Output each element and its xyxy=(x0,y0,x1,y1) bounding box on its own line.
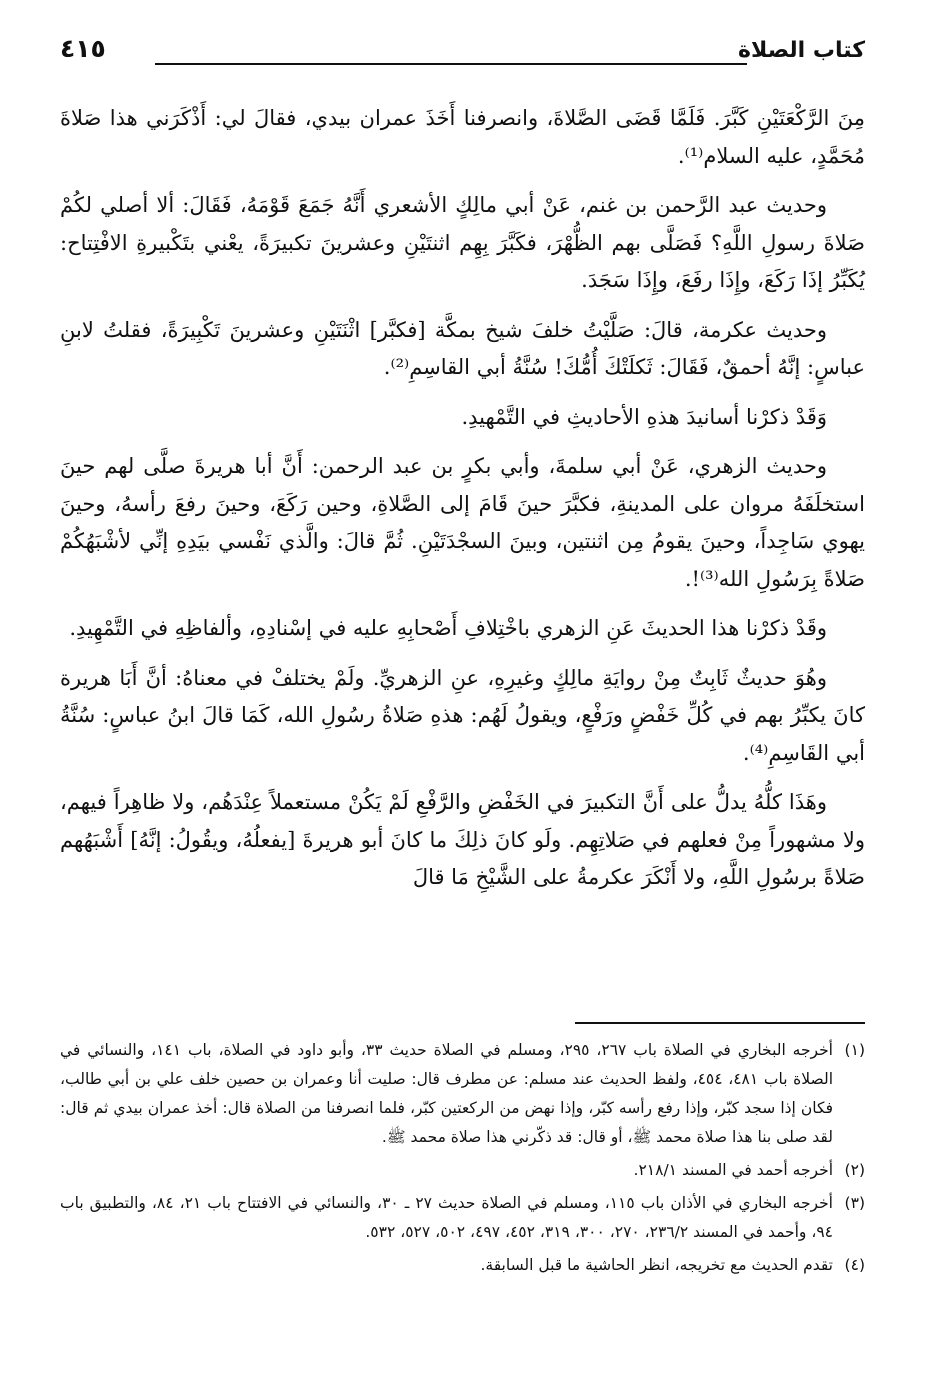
footnote-text: أخرجه أحمد في المسند ٢١٨/١. xyxy=(633,1161,833,1179)
footnote-text: أخرجه البخاري في الأذان باب ١١٥، ومسلم في الصلاة حديث ٢٧ ـ ٣٠، والنسائي في الافتتاح باب ٢١، ٨٤، والتطبيق باب ٩٤، وأحمد في المسند ٢٣٦/٢، ٢٧٠، ٣٠٠، ٣١٩، ٤٥٢، ٤٩٧، ٥٠٢، ٥٢٧، ٥٣٢. xyxy=(60,1194,833,1241)
footnote-1 xyxy=(60,1036,865,1152)
footnote-number: (١) xyxy=(844,1041,865,1059)
paragraph-4: وَقَدْ ذكرْنا أسانيدَ هذهِ الأحاديثِ في التَّمْهيدِ. xyxy=(461,404,827,429)
paragraph-3: وحديث عكرمة، قالَ: صَلَّيْتُ خلفَ شيخ بمكَّة [فكبَّر] اثْنَتَيْنِ وعشرينَ تَكْبِيرَةً، فقلتُ لابنِ عباسٍ: إنَّهُ أحمقٌ، فَقَالَ: ثَكلَتْكَ أُمُّكَ! سُنَّةُ أبي القاسِمِ⁽²⁾. xyxy=(60,317,865,379)
footnote-3 xyxy=(60,1189,865,1247)
footnote-4 xyxy=(60,1251,865,1280)
footnote-number: (٣) xyxy=(844,1194,865,1212)
paragraph-8: وهَذَا كلُّهُ يدلُّ على أَنَّ التكبيرَ في الخَفْضِ والرَّفْعِ لَمْ يَكُنْ مستعملاً عِنْدَهُم، ولا ظاهِراً فيهم، ولا مشهوراً مِنْ فعلهم في صَلاتِهِم. ولَو كانَ ذلِكَ ما كانَ أبو هريرةَ [يفعلُهُ، ويقُولُ: إنَّهُ] أَشْبَهُهم صَلاةً برسُولِ اللَّهِ، ولا أَنْكَرَ عكرمةُ على الشَّيْخِ مَا قالَ xyxy=(60,790,865,889)
footnote-number: (٤) xyxy=(844,1256,865,1274)
footnote-2 xyxy=(60,1156,865,1185)
paragraph-5: وحديث الزهري، عَنْ أبي سلمةَ، وأبي بكرٍ بن عبد الرحمن: أَنَّ أبا هريرةَ صلَّى لهم حينَ استخلَفَهُ مروان على المدينةِ، فكبَّرَ حينَ قَامَ إلى الصَّلاةِ، وحين رَكَعَ، وحينَ رفعَ رأسهُ، وحينَ يهوي سَاجِداً، وحينَ يقومُ مِن اثنتين، وبينَ السجْدَتَيْنِ. ثُمَّ قالَ: والَّذي نَفْسي بيَدِهِ إنِّي لأشْبَهُكُمْ صَلاةً بِرَسُولِ الله⁽³⁾!. xyxy=(60,454,865,591)
running-header xyxy=(60,30,865,70)
footnote-text: تقدم الحديث مع تخريجه، انظر الحاشية ما قبل السابقة. xyxy=(480,1256,833,1274)
paragraph-7: وهُوَ حديثٌ ثَابِتٌ مِنْ روايَةِ مالِكٍ وغيرِهِ، عنِ الزهريِّ. ولَمْ يختلفْ في معناهُ: أنَّ أَبَا هريرة كانَ يكبِّرُ بهم في كُلِّ خَفْضٍ ورَفْعٍ، ويقولُ لَهُم: هذهِ صَلاةُ رسُولِ الله، كَمَا قالَ ابنُ عباسٍ: سُنَّةُ أبي القَاسِمِ⁽⁴⁾. xyxy=(60,665,865,765)
paragraph-1: مِنَ الرَّكْعَتَيْنِ كَبَّرَ. فَلَمَّا قَضَى الصَّلاةَ، وانصرفنا أَخَذَ عمران بيدي، فقالَ لي: أَذْكَرَني هذا صَلاةَ مُحَمَّدٍ، عليه السلام⁽¹⁾. xyxy=(60,106,865,168)
header-rule xyxy=(155,63,747,65)
footnotes xyxy=(60,1036,865,1284)
page-number: ٤١٥ xyxy=(60,34,106,63)
paragraph-6: وقَدْ ذكرْنا هذا الحديثَ عَنِ الزهري باخْتِلافِ أَصْحابِهِ عليه في إسْنادِهِ، وألفاظِهِ في التَّمْهِيدِ. xyxy=(69,616,827,640)
footnote-number: (٢) xyxy=(844,1161,865,1179)
footnote-text: أخرجه البخاري في الصلاة باب ٢٦٧، ٢٩٥، ومسلم في الصلاة حديث ٣٣، وأبو داود في الصلاة، باب ١٤١، والنسائي في الصلاة باب ٤٨١، ٤٥٤، ولفظ الحديث عند مسلم: عن مطرف قال: صليت أنا وعمران بن حصين خلف علي بن أبي طالب، فكان إذا سجد كبّر، وإذا رفع رأسه كبّر، وإذا نهض من الركعتين كبّر، فلما انصرفنا من الصلاة قال: أخذ عمران بيدي ثم قال: لقد صلى بنا هذا صلاة محمد ﷺ، أو قال: قد ذكّرني هذا صلاة محمد ﷺ. xyxy=(60,1041,833,1146)
footnote-separator xyxy=(575,1022,865,1024)
chapter-title: كتاب الصلاة xyxy=(738,38,865,63)
main-text xyxy=(60,100,865,909)
paragraph-2: وحديث عبد الرَّحمن بن غنم، عَنْ أبي مالِكٍ الأشعري أَنَّهُ جَمَعَ قَوْمَهُ، فَقَالَ: ألا أصلي لكُمْ صَلاةَ رسولِ اللَّهِ؟ فَصَلَّى بهم الظُّهْرَ، فكَبَّرَ بِهِم اثنتَيْنِ وعشرينَ تكبيرَةً، يعْني بتَكْبيرةِ الافْتِتاح: يُكَبِّرُ إذَا رَكَعَ، وإِذَا رفَعَ، وإِذَا سَجَدَ. xyxy=(60,193,865,292)
